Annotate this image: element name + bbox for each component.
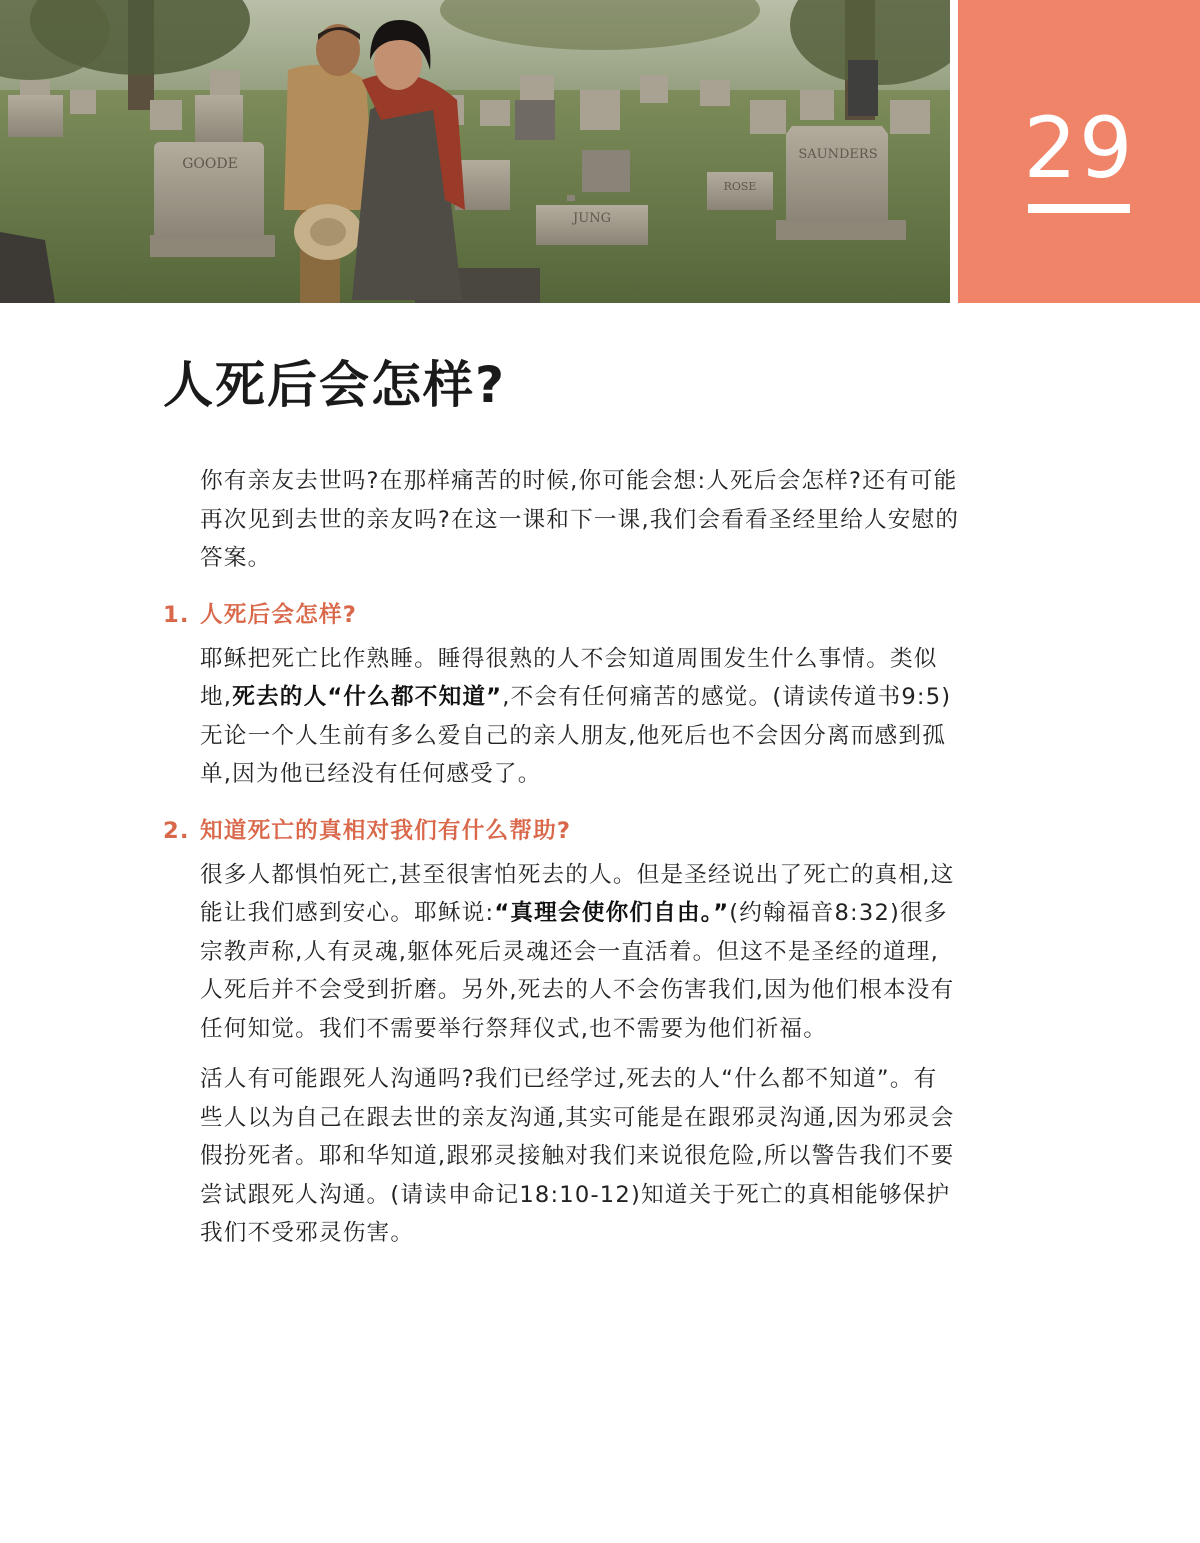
section-paragraph: 活人有可能跟死人沟通吗?我们已经学过,死去的人“什么都不知道”。有些人以为自己在跟去世的亲友沟通,其实可能是在跟邪灵沟通,因为邪灵会假扮死者。耶和华知道,跟邪灵接触对我们来说很危险,所以警告我们不要尝试跟死人沟通。(请读申命记18:10-12)知道关于死亡的真相能够保护我们不受邪灵伤害。 (200, 1066, 955, 1246)
lesson-number-underline (1028, 204, 1130, 213)
bold-quote: “真理会使你们自由。” (494, 900, 730, 926)
section-heading (163, 812, 960, 850)
paragraph-text: 很多人都惧怕死亡,甚至很害怕死去的人。但是圣经说出了死亡的真相,这能让我们感到安心。耶稣说: (200, 861, 955, 926)
lesson-number: 29 (1023, 99, 1135, 197)
section-number: 2. (163, 817, 190, 844)
section-heading (163, 596, 960, 634)
intro-paragraph: 你有亲友去世吗?在那样痛苦的时候,你可能会想:人死后会怎样?还有可能再次见到去世的亲友吗?在这一课和下一课,我们会看看圣经里给人安慰的答案。 (200, 468, 960, 571)
header-photo (0, 0, 950, 303)
cemetery-scene-image (0, 0, 950, 303)
section-paragraph (200, 856, 960, 1049)
paragraph-text: ,不会有任何痛苦的感觉。(请读传道书9:5)无论一个人生前有多么爱自己的亲人朋友,他死后也不会因分离而感到孤单,因为他已经没有任何感受了。 (200, 684, 952, 787)
tombstone-label: JUNG (573, 211, 611, 226)
bold-quote: 死去的人“什么都不知道” (232, 684, 503, 710)
paragraph-text: (约翰福音8:32)很多宗教声称,人有灵魂,躯体死后灵魂还会一直活着。但这不是圣经的道理,人死后并不会受到折磨。另外,死去的人不会伤害我们,因为他们根本没有任何知觉。我们不需要举行祭拜仪式,也不需要为他们祈福。 (200, 900, 955, 1042)
paragraph-text: 耶稣把死亡比作熟睡。睡得很熟的人不会知道周围发生什么事情。类似地, (200, 645, 938, 710)
section-heading-text: 人死后会怎样? (200, 601, 358, 628)
section-paragraph (200, 640, 960, 794)
section-number: 1. (163, 601, 190, 628)
lesson-number-block (958, 0, 1200, 303)
lesson-content (163, 462, 960, 1253)
tombstone-label: ROSE (723, 180, 757, 193)
section-heading-text: 知道死亡的真相对我们有什么帮助? (200, 817, 572, 844)
tombstone-label: GOODE (182, 156, 238, 172)
page-title: 人死后会怎样? (163, 356, 507, 414)
tombstone-label: SAUNDERS (798, 147, 878, 162)
